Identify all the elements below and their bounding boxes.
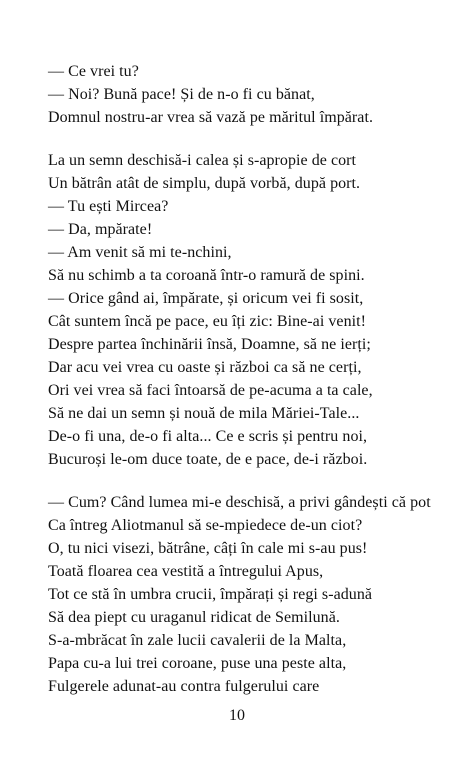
- poem-line: Cât suntem încă pe pace, eu îți zic: Bine-ai venit!: [48, 313, 366, 330]
- poem-line: Papa cu-a lui trei coroane, puse una peste alta,: [48, 655, 347, 672]
- poem-line: Despre partea închinării însă, Doamne, să ne ierți;: [48, 336, 371, 353]
- poem-line: Bucuroși le-om duce toate, de e pace, de-i război.: [48, 451, 368, 468]
- poem-line: Un bătrân atât de simplu, după vorbă, după port.: [48, 175, 361, 192]
- poem-line: Toată floarea cea vestită a întregului Apus,: [48, 563, 324, 580]
- poem-line: Dar acu vei vrea cu oaste și război ca să ne cerți,: [48, 359, 362, 376]
- poem-line: Să ne dai un semn și nouă de mila Măriei-Tale...: [48, 405, 360, 422]
- poem-line: S-a-mbrăcat în zale lucii cavalerii de la Malta,: [48, 632, 347, 649]
- poem-line: — Ce vrei tu?: [48, 63, 139, 80]
- poem-line: — Cum? Când lumea mi-e deschisă, a privi gândești că pot: [48, 494, 431, 511]
- poem-line: — Am venit să mi te-nchini,: [48, 244, 232, 261]
- poem-line: — Noi? Bună pace! Și de n-o fi cu bănat,: [48, 86, 315, 103]
- poem-line: Fulgerele adunat-au contra fulgerului care: [48, 678, 320, 695]
- poem-line: — Da, mpărate!: [48, 221, 153, 238]
- poem-line: Domnul nostru-ar vrea să vază pe măritul împărat.: [48, 109, 373, 126]
- poem-line: Tot ce stă în umbra crucii, împărați și regi s-adună: [48, 586, 373, 603]
- poem-line: Ca întreg Aliotmanul să se-mpiedece de-un ciot?: [48, 517, 363, 534]
- poem-line: Ori vei vrea să faci întoarsă de pe-acuma a ta cale,: [48, 382, 373, 399]
- poem-line: — Orice gând ai, împărate, și oricum vei fi sosit,: [48, 290, 364, 307]
- page-number: 10: [229, 707, 245, 724]
- poem-line: — Tu ești Mircea?: [48, 198, 169, 215]
- poem-line: La un semn deschisă-i calea și s-apropie de cort: [48, 152, 357, 169]
- poem-line: Să dea piept cu uraganul ridicat de Semilună.: [48, 609, 340, 626]
- poem-line: De-o fi una, de-o fi alta... Ce e scris și pentru noi,: [48, 428, 368, 445]
- poem-line: Să nu schimb a ta coroană într-o ramură de spini.: [48, 267, 365, 284]
- poem-line: O, tu nici visezi, bătrâne, câți în cale mi s-au pus!: [48, 540, 368, 557]
